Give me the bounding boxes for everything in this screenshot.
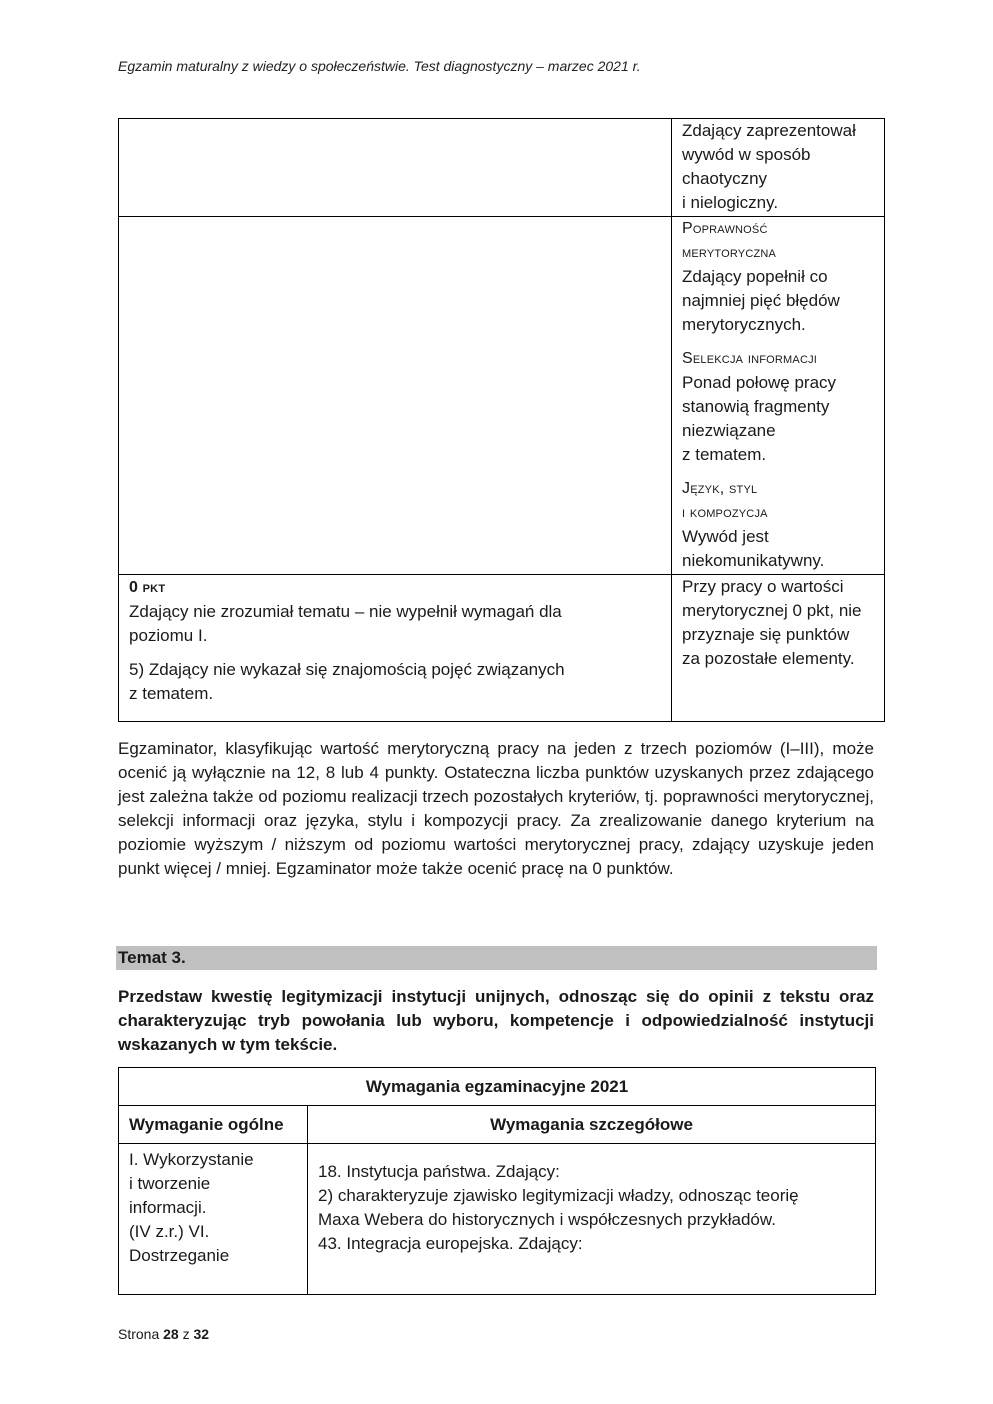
criterion-language: Język, styl i kompozycja Wywód jest niekomunikatywny. — [682, 477, 874, 573]
zero-desc: Zdający nie zrozumiał tematu – nie wypełnił wymagań dla poziomu I. — [129, 602, 562, 645]
criterion-correctness: Poprawność merytoryczna Zdający popełnił co najmniej pięć błędów merytorycznych. — [682, 217, 874, 337]
zero-desc-2: 5) Zdający nie wykazał się znajomością pojęć związanych z tematem. — [129, 660, 565, 703]
requirements-title: Wymagania egzaminacyjne 2021 — [119, 1068, 876, 1106]
criteria-cell-note: Przy pracy o wartości merytorycznej 0 pkt, nie przyznaje się punktów za pozostałe elementy. — [672, 575, 885, 722]
table-row — [119, 1068, 876, 1106]
page-footer: Strona 28 z 32 — [118, 1326, 210, 1342]
criterion-title: Selekcja informacji — [682, 350, 818, 367]
criterion-title-line2: i kompozycja — [682, 504, 768, 521]
table-row — [119, 1144, 876, 1295]
topic-heading: Temat 3. — [116, 946, 877, 970]
criteria-cell-zero-points — [119, 575, 672, 722]
criterion-title: Język, styl — [682, 480, 758, 497]
table-row — [119, 575, 885, 722]
col-header-detailed: Wymagania szczegółowe — [308, 1106, 876, 1144]
general-requirement: I. Wykorzystanie i tworzenie informacji. (IV z.r.) VI. Dostrzeganie — [119, 1144, 308, 1295]
points-label: 0 pkt — [129, 579, 166, 596]
criteria-table — [118, 118, 885, 722]
criteria-cell-empty — [119, 217, 672, 575]
scoring-paragraph: Egzaminator, klasyfikując wartość merytoryczną pracy na jeden z trzech poziomów (I–III), może ocenić ją wyłącznie na 12, 8 lub 4 punkty. Ostateczna liczba punktów uzyskanych przez zdającego jest zależna także od poziomu realizacji trzech pozostałych kryteriów, tj. poprawności merytorycznej, selekcji informacji oraz języka, stylu i kompozycji pracy. Za zrealizowanie danego kryterium na poziomie wyższym / niższym od poziomu wartości merytorycznej pracy, zdający uzyskuje jeden punkt więcej / mniej. Egzaminator może także ocenić pracę na 0 punktów. — [118, 739, 874, 878]
criterion-title: Poprawność — [682, 220, 768, 237]
page-header: Egzamin maturalny z wiedzy o społeczeństwie. Test diagnostyczny – marzec 2021 r. — [118, 58, 641, 74]
table-row — [119, 1106, 876, 1144]
criteria-cell-empty — [119, 119, 672, 217]
criteria-cell-chaotic: Zdający zaprezentował wywód w sposób chaotyczny i nielogiczny. — [672, 119, 885, 217]
detailed-requirements: 18. Instytucja państwa. Zdający: 2) charakteryzuje zjawisko legitymizacji władzy, odnosząc teorię Maxa Webera do historycznych i współczesnych przykładów. 43. Integracja europejska. Zdający: — [308, 1144, 876, 1295]
criterion-selection: Selekcja informacji Ponad połowę pracy stanowią fragmenty niezwiązane z tematem. — [682, 347, 874, 467]
topic-text: Przedstaw kwestię legitymizacji instytucji unijnych, odnosząc się do opinii z tekstu oraz charakteryzując tryb powołania lub wyboru, kompetencje i odpowiedzialność instytucji wskazanych w tym tekście. — [118, 987, 874, 1054]
criteria-cell-list — [672, 217, 885, 575]
table-row — [119, 119, 885, 217]
requirements-table — [118, 1067, 876, 1295]
table-row — [119, 217, 885, 575]
criterion-title-line2: merytoryczna — [682, 244, 777, 261]
col-header-general: Wymaganie ogólne — [119, 1106, 308, 1144]
